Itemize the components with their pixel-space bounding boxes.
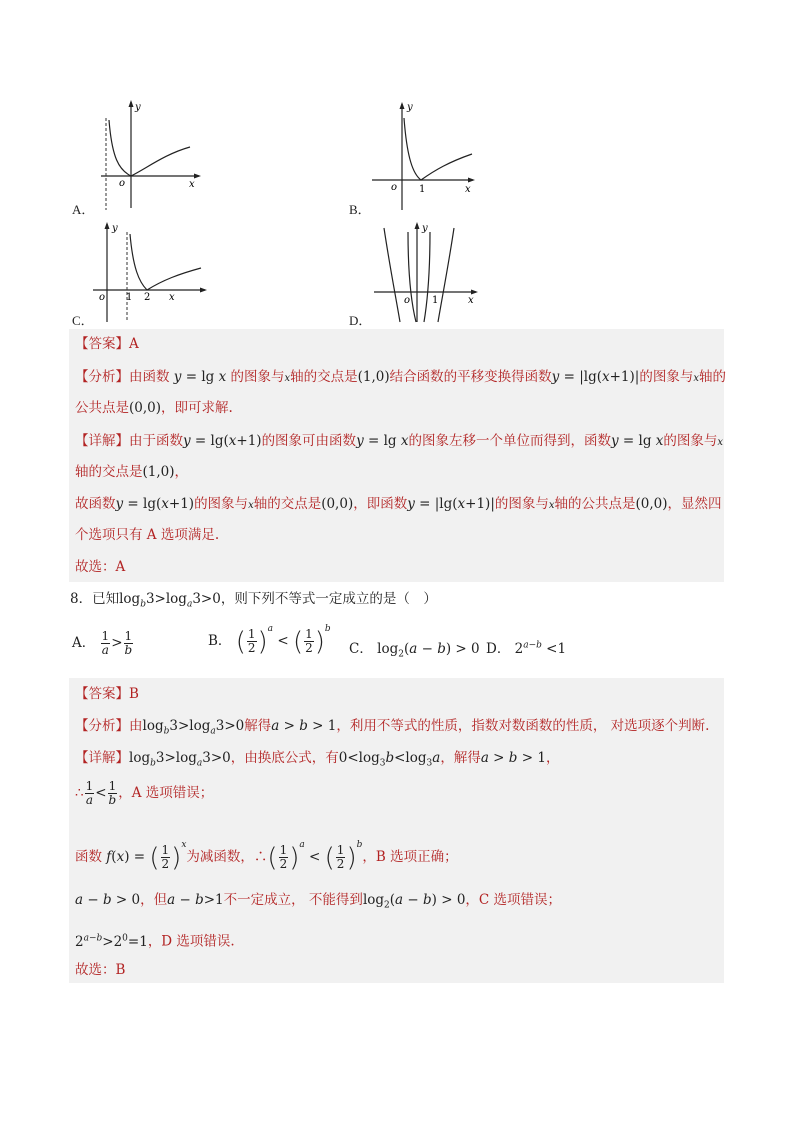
q8-option-a: A． $\frac{1}{a}$ > $\frac{1}{b}$: [72, 629, 133, 657]
text: 轴的交点是: [290, 369, 358, 385]
graph-a-y-label: y: [135, 102, 141, 113]
answer-value: A: [129, 336, 139, 352]
q8-detail-line-2: ∴ $\frac{1}{a}$ < $\frac{1}{b}$ ，A 选项错误；: [75, 779, 214, 807]
graph-c-y-label: y: [112, 223, 118, 234]
graph-c: [93, 218, 208, 324]
text: ，B 选项正确；: [362, 849, 458, 865]
q7-analysis-line-1: 【分析】由函数 y = lg x 的图象与x轴的交点是(1,0)结合函数的平移变换得函数y = |lg(x+1)|的图象与x轴的: [75, 369, 726, 385]
option-a-label: A．: [72, 202, 95, 217]
q7-answer-line: [75, 334, 139, 354]
text: 的图象与: [494, 496, 549, 512]
text: 函数: [75, 849, 102, 865]
answer-tag: 【答案】: [75, 686, 129, 702]
text: 不一定成立， 不能得到: [223, 892, 363, 908]
answer-value: B: [129, 686, 139, 702]
text: 由: [129, 718, 143, 734]
q7-analysis-line-2: 公共点是(0,0)，即可求解.: [75, 400, 233, 416]
graph-b: [369, 98, 484, 214]
q8-detail-line-5: $2^{a-b}>2^0=1$，D 选项错误.: [75, 933, 235, 950]
text: ，D 选项错误.: [147, 933, 235, 950]
text: 结合函数的平移变换得函数: [389, 369, 552, 385]
text: ，: [545, 750, 560, 766]
q8-analysis-line: 【分析】由$\log_b3>\log_a3>0$解得a > b > 1，利用不等式的性质，指数对数函数的性质， 对选项逐个判断.: [75, 718, 710, 737]
graph-d-y-label: y: [422, 223, 428, 234]
q8-option-c: C． $\log_2(a - b) > 0$: [349, 641, 480, 660]
graph-a-x-label: x: [189, 179, 195, 190]
graph-d-one-label: 1: [432, 295, 439, 306]
q8-detail-line-4: a − b > 0，但a − b>1不一定成立， 不能得到$\log_2(a - b) > 0$，C 选项错误；: [75, 892, 562, 911]
graph-c-one-label: 1: [126, 292, 133, 303]
text: 的图象可由函数: [261, 433, 357, 449]
option-label: D．: [486, 641, 511, 657]
analysis-tag: 【分析】: [75, 718, 129, 734]
text: 轴的交点是: [253, 496, 322, 512]
q8-option-b: B． ( $\frac{1}{2}$ )$^a$ < ( $\frac{1}{2}$ )$^b$: [208, 624, 331, 657]
text: ，C 选项错误；: [465, 892, 562, 908]
text: ，利用不等式的性质，指数对数函数的性质， 对选项逐个判断.: [336, 718, 710, 734]
text: 故函数: [75, 496, 116, 512]
q7-choose-line: [75, 557, 125, 577]
text: 的图象与: [194, 496, 249, 512]
q8-option-d: D． $2^{a-b} <1$: [486, 640, 567, 657]
graph-b-origin-label: o: [391, 182, 398, 193]
detail-tag: 【详解】: [75, 433, 129, 449]
option-label: A．: [72, 635, 96, 651]
text: 的图象左移一个单位而得到，函数: [408, 433, 611, 449]
text: ，但: [140, 892, 168, 908]
text: ，A 选项错误；: [118, 785, 214, 801]
text: 的图象与: [663, 433, 718, 449]
text: 公共点是: [75, 400, 129, 416]
q7-detail-line-2: 轴的交点是(1,0)，: [75, 464, 189, 480]
text: 轴的公共点是: [554, 496, 636, 512]
text: 为减函数，∴: [186, 849, 268, 865]
text: 解得: [244, 718, 272, 734]
text: 由函数: [129, 369, 170, 385]
graph-c-two-label: 2: [144, 292, 151, 303]
text: ，由换底公式，有: [230, 750, 339, 766]
choose-text: 故选：B: [75, 962, 126, 978]
graph-c-x-label: x: [169, 292, 175, 303]
text: 由于函数: [129, 433, 183, 449]
graph-d-x-label: x: [468, 295, 474, 306]
graph-b-x-label: x: [465, 184, 471, 195]
detail-tag: 【详解】: [75, 750, 129, 766]
option-label: C．: [349, 641, 373, 657]
choose-text: 故选：A: [75, 559, 126, 575]
text: 轴的交点是: [75, 464, 143, 480]
answer-tag: 【答案】: [75, 336, 129, 352]
text: 的图象与: [230, 369, 285, 385]
text: 个选项只有 A 选项满足.: [75, 527, 220, 543]
graph-b-y-label: y: [407, 102, 413, 113]
q8-answer-line: [75, 684, 139, 704]
text: 的图象与: [639, 369, 694, 385]
graph-a-origin-label: o: [119, 178, 126, 189]
analysis-tag: 【分析】: [75, 369, 129, 385]
stem-text: 8．已知: [70, 591, 120, 607]
text: ，解得: [440, 750, 481, 766]
graph-d-origin-label: o: [404, 295, 411, 306]
option-d-label: D．: [349, 313, 372, 328]
text: ，即可求解.: [161, 400, 233, 416]
graph-d: [372, 218, 484, 324]
text: ，即函数: [353, 496, 408, 512]
text: 轴的: [698, 369, 726, 385]
stem-text: ，则下列不等式一定成立的是（ ）: [220, 591, 437, 607]
option-b-label: B．: [349, 202, 371, 217]
text: ，: [174, 464, 189, 480]
q8-stem: 8．已知$\log_b3>\log_a3>0$，则下列不等式一定成立的是（ ）: [70, 591, 437, 610]
graph-b-one-label: 1: [419, 184, 426, 195]
text: ，显然四: [667, 496, 722, 512]
q8-choose-line: [75, 960, 125, 980]
graph-a: [95, 98, 205, 214]
therefore-symbol: ∴: [75, 785, 84, 801]
q7-detail-line-3: 故函数y = lg(x+1)的图象与x轴的交点是(0,0)，即函数y = |lg(x+1)|的图象与x轴的公共点是(0,0)，显然四: [75, 496, 722, 512]
q8-detail-line-1: 【详解】$\log_b3>\log_a3>0$，由换底公式，有$0<\log_3b<\log_3a$，解得a > b > 1，: [75, 750, 560, 769]
option-c-label: C．: [72, 313, 94, 328]
graph-c-origin-label: o: [99, 292, 106, 303]
q7-detail-line-4: [75, 525, 219, 545]
q8-detail-line-3: 函数 f(x) = ( $\frac{1}{2}$ )$^x$为减函数，∴( $\frac{1}{2}$ )$^a$ < ( $\frac{1}{2}$ )$^b$，B 选项正确；: [75, 840, 458, 873]
option-label: B．: [208, 633, 232, 649]
q7-detail-line-1: 【详解】由于函数y = lg(x+1)的图象可由函数y = lg x的图象左移一个单位而得到，函数y = lg x的图象与x: [75, 433, 724, 449]
